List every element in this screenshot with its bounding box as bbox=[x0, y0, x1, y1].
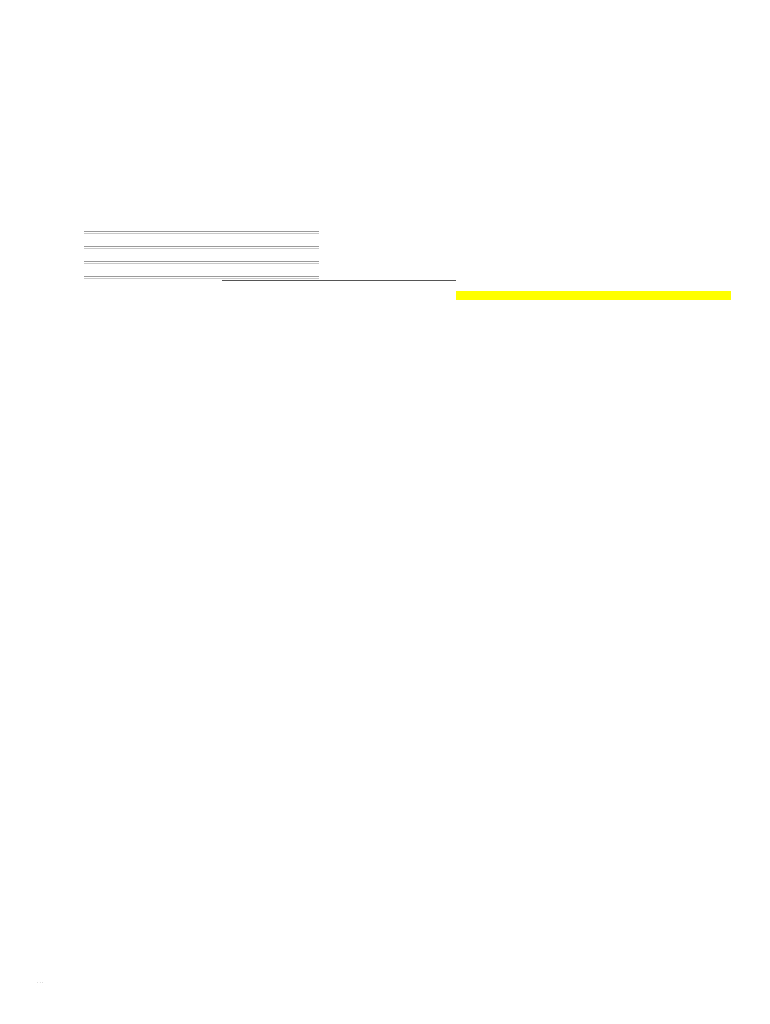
email-input-line[interactable] bbox=[84, 261, 319, 262]
phone-input-line[interactable] bbox=[84, 276, 319, 277]
banner-top-border bbox=[222, 280, 456, 281]
page-marker: · · · bbox=[37, 980, 44, 985]
department-input-line[interactable] bbox=[84, 231, 319, 232]
name-input-line[interactable] bbox=[84, 246, 319, 247]
measurement-highlight bbox=[456, 291, 731, 300]
